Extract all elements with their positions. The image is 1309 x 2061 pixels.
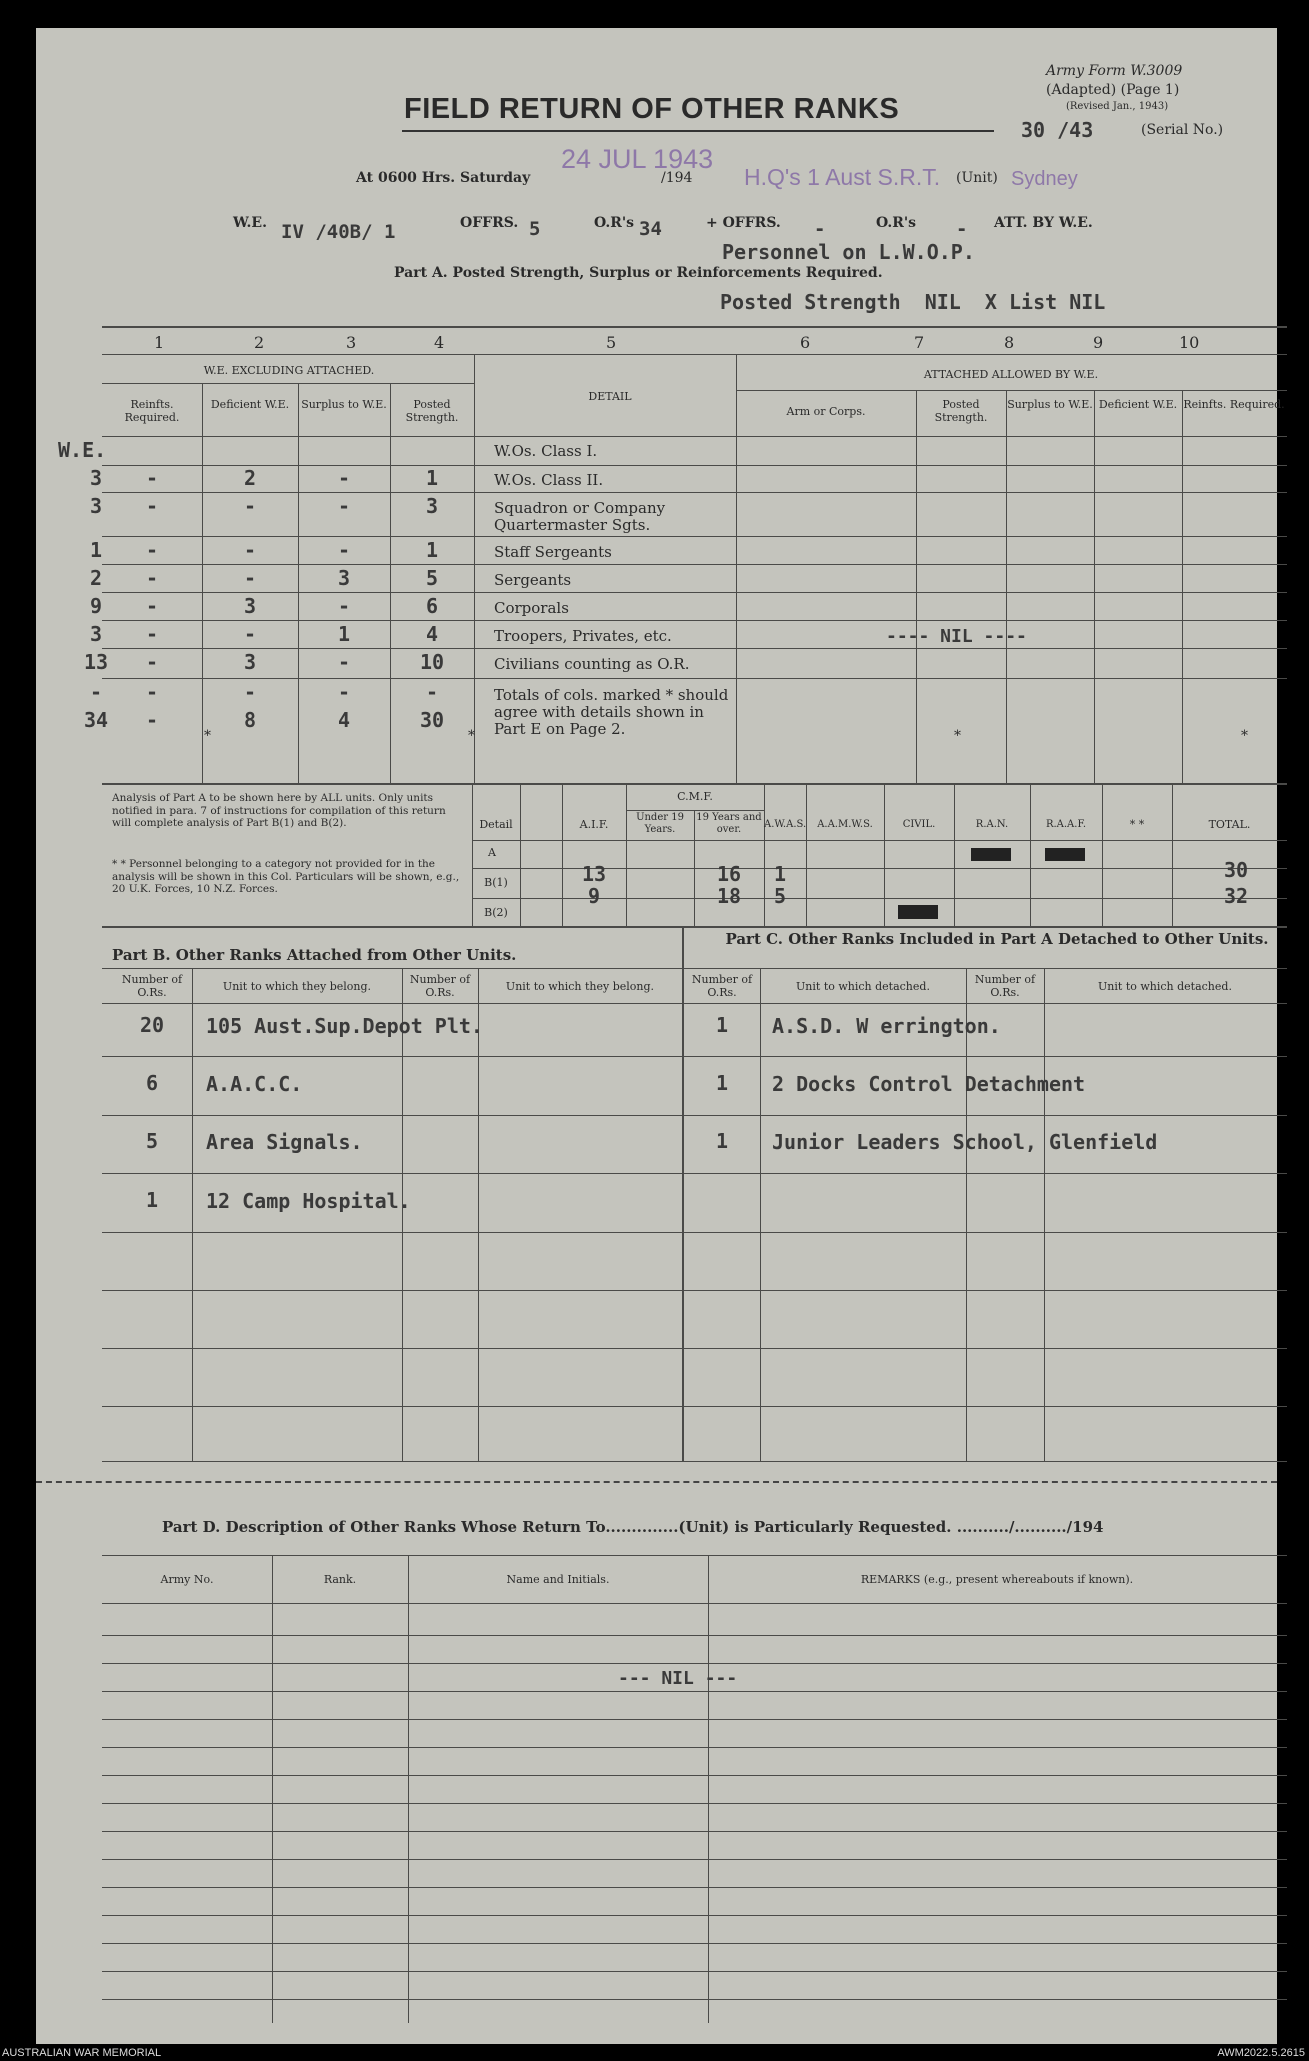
- personnel-note: * * Personnel belonging to a category not provided for in the analysis will be shown in this Col. Particulars will be shown, e.g., 20 U.K. Forces, 10 N.Z. Forces.: [112, 858, 460, 895]
- part-b-col-unit-2: Unit to which they belong.: [505, 980, 655, 993]
- part-a-row-6-c1: -: [145, 594, 159, 618]
- part-c-col-num-2: Number of O.Rs.: [974, 973, 1036, 999]
- analysis-note: Analysis of Part A to be shown here by ALL units. Only units notified in para. 7 of instructions for compilation of this return will complete analysis of Part B(1) and B(2).: [112, 792, 446, 829]
- part-d-title: Part D. Description of Other Ranks Whose Return To..............(Unit) is Particularly Requested. ........../........../194: [162, 1518, 1104, 1536]
- analysis-row-b2: B(2): [484, 906, 508, 919]
- b1-over19: 16: [716, 862, 742, 886]
- part-a-row-6-c3: -: [337, 594, 351, 618]
- title-underline: [402, 130, 994, 132]
- redaction-ran: [971, 848, 1011, 861]
- part-a-row-2-c4: 1: [425, 466, 439, 490]
- part-d-row-line-6: [102, 1775, 1287, 1776]
- part-a-row-5-c2: -: [243, 566, 257, 590]
- detail-header: DETAIL: [588, 390, 632, 403]
- b2-total: 32: [1223, 884, 1249, 908]
- detail-sergeants: Sergeants: [494, 571, 572, 589]
- part-a-row-9-c2: 8: [243, 708, 257, 732]
- part-b-row-3-num: 5: [145, 1129, 159, 1153]
- col-number-6: 6: [800, 333, 811, 352]
- part-c-row-2-num: 1: [715, 1071, 729, 1095]
- part-a-row-9-c3: 4: [337, 708, 351, 732]
- part-d-row-line-9: [102, 1859, 1287, 1860]
- posted-strength-line: Posted Strength NIL X List NIL: [720, 290, 1106, 314]
- b1-total: 30: [1223, 858, 1249, 882]
- part-a-row-4-we: 1: [89, 538, 103, 562]
- part-a-row-8-we: 13: [83, 650, 109, 674]
- detail-cqms: Squadron or Company Quartermaster Sgts.: [494, 499, 666, 534]
- part-b-row-4-num: 1: [145, 1188, 159, 1212]
- part-a-row-2-we: 3: [89, 466, 103, 490]
- part-a-totals-c1_dash: -: [145, 680, 159, 704]
- analysis-aif-header: A.I.F.: [579, 818, 609, 831]
- part-a-row-7-c3: 1: [337, 622, 351, 646]
- star-col7: *: [954, 728, 961, 744]
- part-b-col-num-2: Number of O.Rs.: [409, 973, 471, 999]
- redaction-raaf: [1045, 848, 1085, 861]
- part-c-title: Part C. Other Ranks Included in Part A Detached to Other Units.: [725, 930, 1269, 948]
- adapted-label: (Adapted) (Page 1): [1046, 82, 1180, 98]
- part-a-row-3-we: 3: [89, 494, 103, 518]
- part-a-bottom-rule: [102, 783, 1287, 785]
- part-a-row-5-we: 2: [89, 566, 103, 590]
- part-b-row-3-unit: Area Signals.: [206, 1130, 363, 1154]
- part-b-col-unit-1: Unit to which they belong.: [222, 980, 372, 993]
- star-col2: *: [204, 728, 211, 744]
- date-stamp: 24 JUL 1943: [561, 144, 714, 174]
- b2-aif: 9: [587, 884, 601, 908]
- part-a-row-4-c2: -: [243, 538, 257, 562]
- part-a-row-4-c3: -: [337, 538, 351, 562]
- page-title: FIELD RETURN OF OTHER RANKS: [404, 93, 900, 125]
- part-a-row-8-c4: 10: [419, 650, 445, 674]
- lwop-line: Personnel on L.W.O.P.: [722, 240, 975, 264]
- analysis-under19-header: Under 19 Years.: [636, 812, 684, 835]
- analysis-row-b1: B(1): [484, 876, 508, 889]
- unit-stamp: H.Q's 1 Aust S.R.T.: [744, 164, 941, 190]
- part-c-col-unit-1: Unit to which detached.: [796, 980, 930, 993]
- part-c-row-1-unit: A.S.D. W errington.: [772, 1014, 1001, 1038]
- part-d-row-line-7: [102, 1803, 1287, 1804]
- part-a-row-6-we: 9: [89, 594, 103, 618]
- col-number-9: 9: [1093, 333, 1104, 352]
- col-number-3: 3: [346, 333, 357, 352]
- part-b-row-1-unit: 105 Aust.Sup.Depot Plt.: [206, 1014, 483, 1038]
- part-a-row-6-c4: 6: [425, 594, 439, 618]
- offrs-label: OFFRS.: [460, 215, 519, 231]
- col-posted-strength: Posted Strength.: [405, 398, 459, 424]
- col-surplus-we: Surplus to W.E.: [301, 398, 387, 411]
- archive-name: AUSTRALIAN WAR MEMORIAL: [2, 2047, 162, 2059]
- part-a-row-2-c3: -: [337, 466, 351, 490]
- part-c-col-num-1: Number of O.Rs.: [691, 973, 753, 999]
- part-d-col-remarks: REMARKS (e.g., present whereabouts if known).: [860, 1573, 1134, 1586]
- part-d-row-line-11: [102, 1915, 1287, 1916]
- offrs-value: 5: [529, 218, 541, 240]
- analysis-ran-header: R.A.N.: [975, 819, 1009, 830]
- detail-wos-class-1: W.Os. Class I.: [494, 442, 598, 460]
- part-a-row-6-c2: 3: [243, 594, 257, 618]
- part-c-row-3-num: 1: [715, 1129, 729, 1153]
- part-d-row-line-3: [102, 1691, 1287, 1692]
- we-excluding-attached-header: W.E. EXCLUDING ATTACHED.: [203, 364, 375, 377]
- col-number-2: 2: [254, 333, 265, 352]
- detail-staff-sergeants: Staff Sergeants: [494, 543, 612, 561]
- plus-ors-label: O.R's: [876, 215, 917, 231]
- part-a-row-3-c1: -: [145, 494, 159, 518]
- col-att-deficient: Deficient W.E.: [1098, 398, 1178, 411]
- col-number-10: 10: [1179, 333, 1200, 352]
- part-a-row-7-c4: 4: [425, 622, 439, 646]
- attached-allowed-header: ATTACHED ALLOWED BY W.E.: [923, 368, 1099, 381]
- part-a-totals-c4_dash: -: [425, 680, 439, 704]
- part-a-row-2-c2: 2: [243, 466, 257, 490]
- b2-over19: 18: [716, 884, 742, 908]
- army-form-label: Army Form W.3009: [1046, 63, 1183, 79]
- part-a-totals-we_dash: -: [89, 680, 103, 704]
- analysis-raaf-header: R.A.A.F.: [1045, 819, 1087, 830]
- part-a-row-7-we: 3: [89, 622, 103, 646]
- part-d-row-line-14: [102, 1999, 1287, 2000]
- part-c-row-3-unit: Junior Leaders School, Glenfield: [772, 1130, 1158, 1154]
- detail-wos-class-2: W.Os. Class II.: [494, 471, 604, 489]
- part-a-row-5-c3: 3: [337, 566, 351, 590]
- serial-label: (Serial No.): [1141, 122, 1224, 138]
- star-col4: *: [468, 728, 475, 744]
- part-d-nil: --- NIL ---: [618, 1668, 738, 1689]
- part-a-row-3-c4: 3: [425, 494, 439, 518]
- col-deficient-we: Deficient W.E.: [210, 398, 290, 411]
- detail-totals: Totals of cols. marked * should agree with details shown in Part E on Page 2.: [494, 686, 729, 738]
- analysis-total-header: TOTAL.: [1208, 818, 1251, 831]
- att-by-we-label: ATT. BY W.E.: [994, 215, 1093, 231]
- detail-civilians: Civilians counting as O.R.: [494, 655, 690, 673]
- analysis-cmf-header: C.M.F.: [677, 790, 713, 803]
- attached-nil: ---- NIL ----: [886, 626, 1027, 647]
- part-bc-row-line-3: [102, 1173, 1287, 1174]
- part-a-row-5-c1: -: [145, 566, 159, 590]
- archive-reference: AWM2022.5.2615: [1217, 2047, 1305, 2059]
- part-b-row-2-unit: A.A.C.C.: [206, 1072, 303, 1096]
- part-d-row-line-2: [102, 1663, 1287, 1664]
- part-bc-row-line-4: [102, 1232, 1287, 1233]
- col-number-1: 1: [154, 333, 165, 352]
- analysis-stars-header: * *: [1129, 818, 1145, 831]
- part-bc-row-line-1: [102, 1056, 1287, 1057]
- plus-ors-value: -: [956, 218, 968, 240]
- ors-value: 34: [639, 218, 662, 240]
- part-a-row-7-c1: -: [145, 622, 159, 646]
- at-hours-label: At 0600 Hrs. Saturday: [356, 170, 531, 186]
- part-c-row-1-num: 1: [715, 1013, 729, 1037]
- part-a-row-2-c1: -: [145, 466, 159, 490]
- part-bc-row-line-6: [102, 1348, 1287, 1349]
- col-att-posted-strength: Posted Strength.: [934, 398, 988, 424]
- star-col10: *: [1241, 728, 1248, 744]
- col-att-surplus: Surplus to W.E.: [1007, 398, 1093, 411]
- unit-label: (Unit): [956, 170, 998, 186]
- part-c-col-unit-2: Unit to which detached.: [1098, 980, 1232, 993]
- part-d-col-name: Name and Initials.: [506, 1573, 610, 1586]
- tear-line: [36, 1481, 1277, 1483]
- part-d-row-line-1: [102, 1635, 1287, 1636]
- part-b-row-2-num: 6: [145, 1071, 159, 1095]
- col-reinfts-required: Reinfts. Required.: [124, 398, 180, 424]
- part-a-top-rule: [102, 326, 1287, 328]
- b1-awas: 1: [773, 862, 787, 886]
- part-a-row-4-c1: -: [145, 538, 159, 562]
- part-b-row-1-num: 20: [139, 1013, 165, 1037]
- year-prefix: /194: [661, 170, 693, 186]
- part-a-row-9-c4: 30: [419, 708, 445, 732]
- part-b-col-num-1: Number of O.Rs.: [121, 973, 183, 999]
- plus-offrs-label: + OFFRS.: [706, 215, 781, 231]
- part-c-row-2-unit: 2 Docks Control Detachment: [772, 1072, 1086, 1096]
- serial-number: 30 /43: [1021, 118, 1094, 142]
- analysis-detail-header: Detail: [479, 818, 513, 831]
- part-bc-row-line-2: [102, 1115, 1287, 1116]
- part-a-row-4-c4: 1: [425, 538, 439, 562]
- part-bc-row-line-8: [102, 1461, 1287, 1462]
- part-a-row-8-c2: 3: [243, 650, 257, 674]
- col-number-8: 8: [1004, 333, 1015, 352]
- part-bc-row-line-7: [102, 1406, 1287, 1407]
- part-a-row-3-c3: -: [337, 494, 351, 518]
- we-label: W.E.: [233, 215, 267, 231]
- col-number-4: 4: [434, 333, 445, 352]
- part-a-row-8-c1: -: [145, 650, 159, 674]
- archive-footer: [0, 2046, 1309, 2061]
- part-d-row-line-5: [102, 1747, 1287, 1748]
- part-a-row-8-c3: -: [337, 650, 351, 674]
- plus-offrs-value: -: [814, 218, 826, 240]
- part-d-col-army-no: Army No.: [160, 1573, 214, 1586]
- part-a-row-7-c2: -: [243, 622, 257, 646]
- part-a-row-9-we: 34: [83, 708, 109, 732]
- col-number-7: 7: [914, 333, 925, 352]
- col-number-5: 5: [606, 333, 617, 352]
- col-att-reinfts: Reinfts. Required.: [1183, 398, 1285, 411]
- analysis-awas-header: A.W.A.S.: [764, 819, 807, 830]
- part-a-row-9-c1: -: [145, 708, 159, 732]
- part-d-row-line-13: [102, 1971, 1287, 1972]
- part-b-row-4-unit: 12 Camp Hospital.: [206, 1189, 411, 1213]
- part-a-title: Part A. Posted Strength, Surplus or Reinforcements Required.: [394, 265, 883, 281]
- analysis-over19-header: 19 Years and over.: [696, 812, 762, 835]
- revised-label: (Revised Jan., 1943): [1066, 101, 1169, 112]
- part-d-row-line-10: [102, 1887, 1287, 1888]
- form-sheet: [36, 28, 1285, 2044]
- col-arm-or-corps: Arm or Corps.: [786, 405, 866, 418]
- part-d-row-line-8: [102, 1831, 1287, 1832]
- b2-awas: 5: [773, 884, 787, 908]
- analysis-row-a: A: [488, 846, 496, 859]
- detail-corporals: Corporals: [494, 599, 569, 617]
- detail-troopers: Troopers, Privates, etc.: [494, 627, 672, 645]
- part-a-totals-c3_dash: -: [337, 680, 351, 704]
- analysis-civil-header: CIVIL.: [902, 819, 936, 830]
- part-a-row-5-c4: 5: [425, 566, 439, 590]
- b1-aif: 13: [581, 862, 607, 886]
- ors-label: O.R's: [594, 215, 635, 231]
- redaction-civil: [898, 905, 938, 919]
- part-b-title: Part B. Other Ranks Attached from Other Units.: [112, 946, 517, 964]
- part-d-col-rank: Rank.: [323, 1573, 357, 1586]
- we-margin-label: W.E.: [58, 438, 107, 462]
- part-bc-row-line-5: [102, 1290, 1287, 1291]
- location-stamp: Sydney: [1011, 168, 1078, 190]
- we-value: IV /40B/ 1: [281, 221, 396, 243]
- analysis-aamws-header: A.A.M.W.S.: [817, 819, 873, 830]
- part-a-row-3-c2: -: [243, 494, 257, 518]
- part-a-totals-c2_dash: -: [243, 680, 257, 704]
- part-d-row-line-12: [102, 1943, 1287, 1944]
- part-d-row-line-4: [102, 1719, 1287, 1720]
